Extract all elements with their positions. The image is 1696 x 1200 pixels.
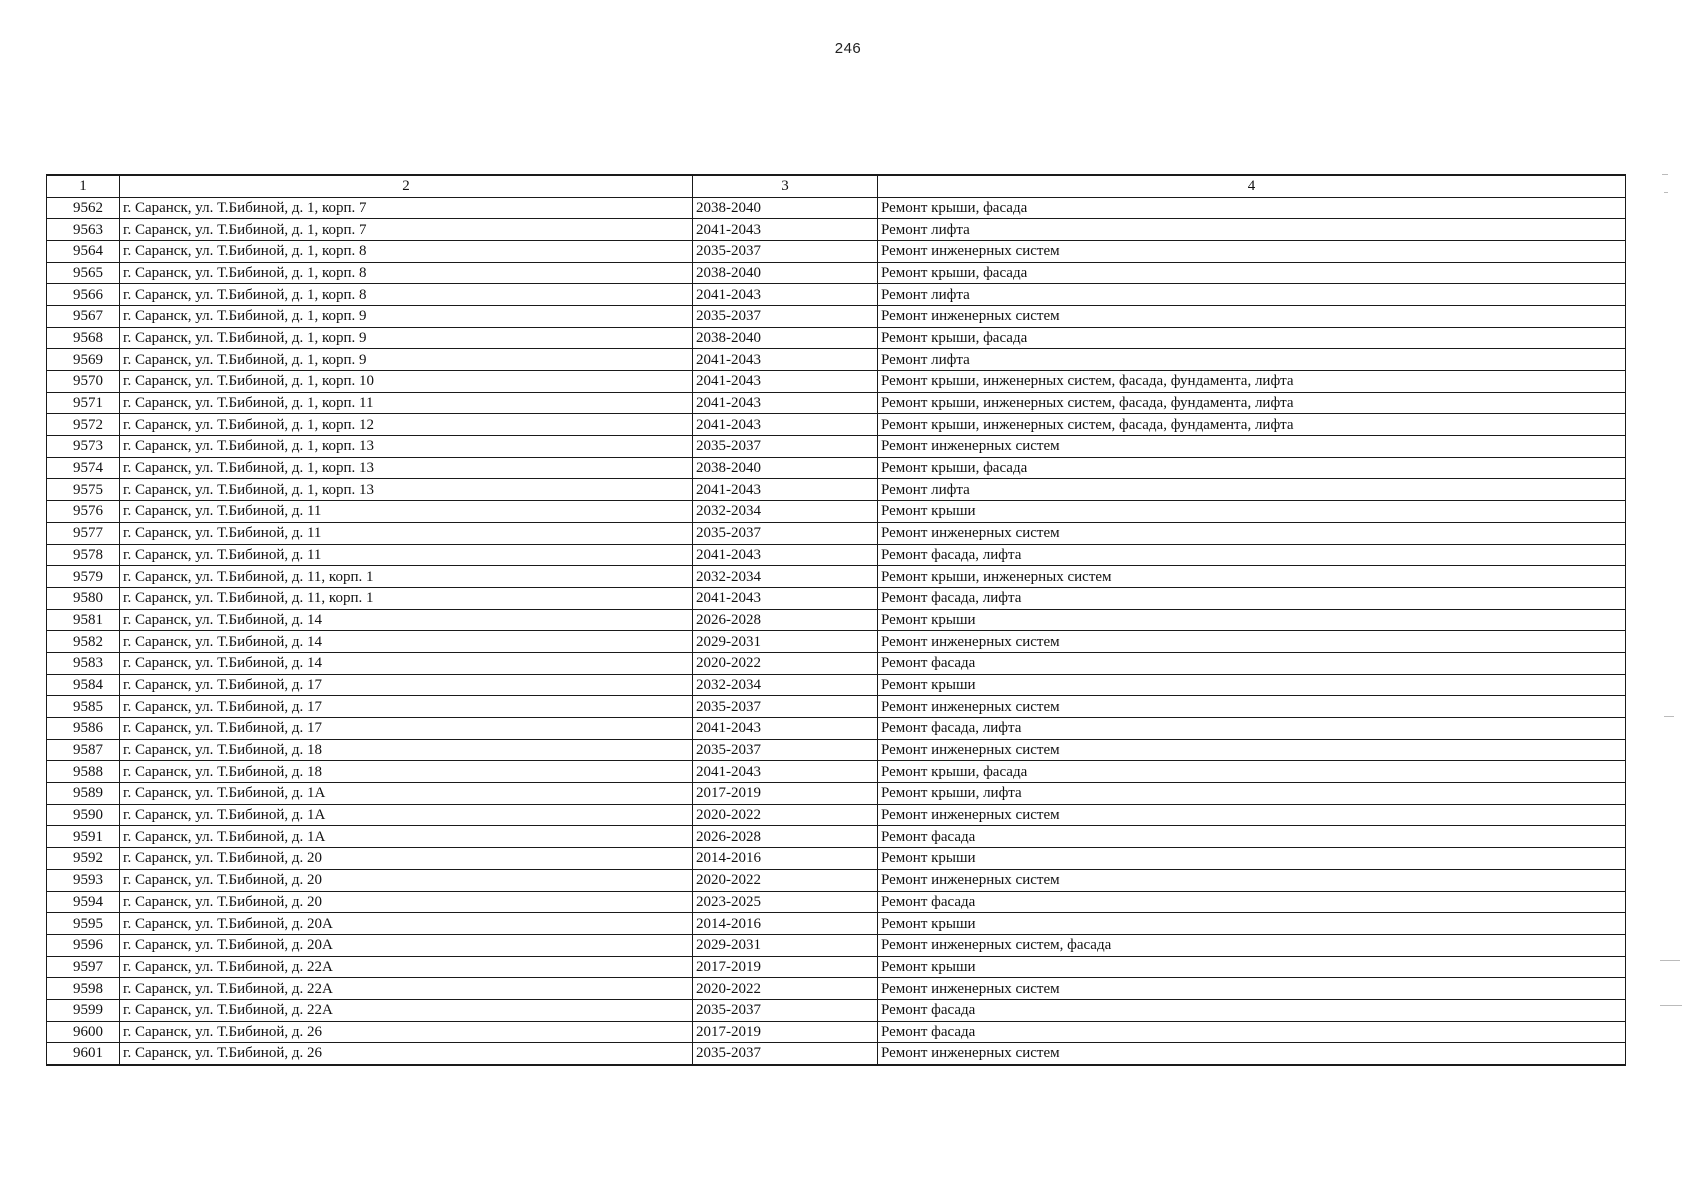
period-cell: 2014-2016: [693, 913, 878, 935]
address-cell: г. Саранск, ул. Т.Бибиной, д. 11, корп. 1: [120, 566, 693, 588]
period-cell: 2035-2037: [693, 305, 878, 327]
table-body: [47, 197, 1626, 1065]
address-cell: г. Саранск, ул. Т.Бибиной, д. 14: [120, 631, 693, 653]
work-type-cell: Ремонт крыши, фасада: [878, 262, 1626, 284]
table-row: [47, 219, 1626, 241]
period-cell: 2041-2043: [693, 371, 878, 393]
column-header-2: 2: [120, 175, 693, 197]
column-header-1: 1: [47, 175, 120, 197]
row-number-cell: 9581: [47, 609, 120, 631]
row-number-cell: 9563: [47, 219, 120, 241]
table-row: [47, 934, 1626, 956]
table-row: [47, 761, 1626, 783]
period-cell: 2026-2028: [693, 826, 878, 848]
address-cell: г. Саранск, ул. Т.Бибиной, д. 1, корп. 7: [120, 197, 693, 219]
row-number-cell: 9584: [47, 674, 120, 696]
table-row: [47, 999, 1626, 1021]
row-number-cell: 9577: [47, 522, 120, 544]
address-cell: г. Саранск, ул. Т.Бибиной, д. 22А: [120, 956, 693, 978]
period-cell: 2017-2019: [693, 783, 878, 805]
period-cell: 2041-2043: [693, 718, 878, 740]
work-type-cell: Ремонт крыши: [878, 956, 1626, 978]
work-type-cell: Ремонт инженерных систем: [878, 696, 1626, 718]
period-cell: 2020-2022: [693, 804, 878, 826]
address-cell: г. Саранск, ул. Т.Бибиной, д. 1А: [120, 826, 693, 848]
address-cell: г. Саранск, ул. Т.Бибиной, д. 20: [120, 848, 693, 870]
table-row: [47, 718, 1626, 740]
row-number-cell: 9597: [47, 956, 120, 978]
table-row: [47, 956, 1626, 978]
period-cell: 2029-2031: [693, 631, 878, 653]
period-cell: 2017-2019: [693, 1021, 878, 1043]
work-type-cell: Ремонт крыши, фасада: [878, 197, 1626, 219]
row-number-cell: 9580: [47, 587, 120, 609]
row-number-cell: 9567: [47, 305, 120, 327]
address-cell: г. Саранск, ул. Т.Бибиной, д. 11: [120, 501, 693, 523]
address-cell: г. Саранск, ул. Т.Бибиной, д. 17: [120, 696, 693, 718]
period-cell: 2035-2037: [693, 739, 878, 761]
period-cell: 2041-2043: [693, 349, 878, 371]
table-row: [47, 696, 1626, 718]
period-cell: 2035-2037: [693, 1043, 878, 1065]
row-number-cell: 9578: [47, 544, 120, 566]
row-number-cell: 9562: [47, 197, 120, 219]
address-cell: г. Саранск, ул. Т.Бибиной, д. 14: [120, 652, 693, 674]
table-row: [47, 804, 1626, 826]
work-type-cell: Ремонт инженерных систем: [878, 240, 1626, 262]
address-cell: г. Саранск, ул. Т.Бибиной, д. 18: [120, 761, 693, 783]
address-cell: г. Саранск, ул. Т.Бибиной, д. 1, корп. 13: [120, 479, 693, 501]
row-number-cell: 9579: [47, 566, 120, 588]
table-row: [47, 197, 1626, 219]
period-cell: 2032-2034: [693, 566, 878, 588]
period-cell: 2014-2016: [693, 848, 878, 870]
table-row: [47, 501, 1626, 523]
scan-mark: [1660, 960, 1680, 961]
period-cell: 2029-2031: [693, 934, 878, 956]
address-cell: г. Саранск, ул. Т.Бибиной, д. 1, корп. 9: [120, 305, 693, 327]
row-number-cell: 9586: [47, 718, 120, 740]
work-type-cell: Ремонт фасада: [878, 999, 1626, 1021]
period-cell: 2038-2040: [693, 327, 878, 349]
scan-mark: [1664, 716, 1674, 717]
row-number-cell: 9590: [47, 804, 120, 826]
table-row: [47, 284, 1626, 306]
period-cell: 2020-2022: [693, 869, 878, 891]
table-row: [47, 631, 1626, 653]
table-row: [47, 436, 1626, 458]
scan-mark: [1664, 192, 1668, 193]
period-cell: 2041-2043: [693, 414, 878, 436]
address-cell: г. Саранск, ул. Т.Бибиной, д. 1, корп. 8: [120, 240, 693, 262]
row-number-cell: 9568: [47, 327, 120, 349]
period-cell: 2035-2037: [693, 696, 878, 718]
table-row: [47, 587, 1626, 609]
period-cell: 2041-2043: [693, 284, 878, 306]
address-cell: г. Саранск, ул. Т.Бибиной, д. 1, корп. 7: [120, 219, 693, 241]
period-cell: 2041-2043: [693, 761, 878, 783]
period-cell: 2041-2043: [693, 544, 878, 566]
row-number-cell: 9598: [47, 978, 120, 1000]
row-number-cell: 9583: [47, 652, 120, 674]
period-cell: 2041-2043: [693, 392, 878, 414]
work-type-cell: Ремонт инженерных систем: [878, 436, 1626, 458]
address-cell: г. Саранск, ул. Т.Бибиной, д. 22А: [120, 978, 693, 1000]
address-cell: г. Саранск, ул. Т.Бибиной, д. 1, корп. 8: [120, 262, 693, 284]
address-cell: г. Саранск, ул. Т.Бибиной, д. 1, корп. 13: [120, 457, 693, 479]
address-cell: г. Саранск, ул. Т.Бибиной, д. 1А: [120, 783, 693, 805]
row-number-cell: 9565: [47, 262, 120, 284]
page-number: 246: [834, 40, 862, 57]
table-row: [47, 609, 1626, 631]
address-cell: г. Саранск, ул. Т.Бибиной, д. 1А: [120, 804, 693, 826]
period-cell: 2032-2034: [693, 674, 878, 696]
work-type-cell: Ремонт крыши: [878, 848, 1626, 870]
work-type-cell: Ремонт фасада: [878, 652, 1626, 674]
row-number-cell: 9600: [47, 1021, 120, 1043]
column-header-4: 4: [878, 175, 1626, 197]
work-type-cell: Ремонт крыши, фасада: [878, 457, 1626, 479]
work-type-cell: Ремонт крыши, фасада: [878, 327, 1626, 349]
address-cell: г. Саранск, ул. Т.Бибиной, д. 17: [120, 674, 693, 696]
work-type-cell: Ремонт инженерных систем: [878, 869, 1626, 891]
table-row: [47, 848, 1626, 870]
work-type-cell: Ремонт лифта: [878, 479, 1626, 501]
work-type-cell: Ремонт крыши, инженерных систем, фасада, фундамента, лифта: [878, 371, 1626, 393]
work-type-cell: Ремонт инженерных систем: [878, 305, 1626, 327]
table-row: [47, 414, 1626, 436]
table-row: [47, 869, 1626, 891]
table-row: [47, 349, 1626, 371]
work-type-cell: Ремонт лифта: [878, 284, 1626, 306]
table-row: [47, 240, 1626, 262]
period-cell: 2035-2037: [693, 240, 878, 262]
period-cell: 2032-2034: [693, 501, 878, 523]
row-number-cell: 9582: [47, 631, 120, 653]
row-number-cell: 9570: [47, 371, 120, 393]
row-number-cell: 9569: [47, 349, 120, 371]
address-cell: г. Саранск, ул. Т.Бибиной, д. 1, корп. 10: [120, 371, 693, 393]
row-number-cell: 9576: [47, 501, 120, 523]
address-cell: г. Саранск, ул. Т.Бибиной, д. 1, корп. 9: [120, 349, 693, 371]
period-cell: 2026-2028: [693, 609, 878, 631]
work-type-cell: Ремонт лифта: [878, 349, 1626, 371]
period-cell: 2020-2022: [693, 978, 878, 1000]
address-cell: г. Саранск, ул. Т.Бибиной, д. 20А: [120, 913, 693, 935]
row-number-cell: 9592: [47, 848, 120, 870]
work-type-cell: Ремонт фасада: [878, 826, 1626, 848]
work-type-cell: Ремонт фасада, лифта: [878, 544, 1626, 566]
table-row: [47, 826, 1626, 848]
table-row: [47, 783, 1626, 805]
work-type-cell: Ремонт фасада, лифта: [878, 718, 1626, 740]
work-type-cell: Ремонт крыши, лифта: [878, 783, 1626, 805]
row-number-cell: 9585: [47, 696, 120, 718]
work-type-cell: Ремонт крыши, инженерных систем, фасада, фундамента, лифта: [878, 414, 1626, 436]
period-cell: 2038-2040: [693, 197, 878, 219]
work-type-cell: Ремонт крыши: [878, 674, 1626, 696]
table-row: [47, 479, 1626, 501]
address-cell: г. Саранск, ул. Т.Бибиной, д. 1, корп. 12: [120, 414, 693, 436]
address-cell: г. Саранск, ул. Т.Бибиной, д. 1, корп. 8: [120, 284, 693, 306]
row-number-cell: 9573: [47, 436, 120, 458]
table-row: [47, 566, 1626, 588]
column-header-3: 3: [693, 175, 878, 197]
table-row: [47, 305, 1626, 327]
work-type-cell: Ремонт инженерных систем, фасада: [878, 934, 1626, 956]
work-type-cell: Ремонт фасада, лифта: [878, 587, 1626, 609]
row-number-cell: 9571: [47, 392, 120, 414]
work-type-cell: Ремонт крыши: [878, 501, 1626, 523]
period-cell: 2035-2037: [693, 436, 878, 458]
row-number-cell: 9572: [47, 414, 120, 436]
work-type-cell: Ремонт инженерных систем: [878, 739, 1626, 761]
address-cell: г. Саранск, ул. Т.Бибиной, д. 26: [120, 1021, 693, 1043]
period-cell: 2020-2022: [693, 652, 878, 674]
row-number-cell: 9593: [47, 869, 120, 891]
period-cell: 2035-2037: [693, 522, 878, 544]
work-type-cell: Ремонт крыши: [878, 609, 1626, 631]
table-header-row: [47, 175, 1626, 197]
table-row: [47, 913, 1626, 935]
address-cell: г. Саранск, ул. Т.Бибиной, д. 18: [120, 739, 693, 761]
address-cell: г. Саранск, ул. Т.Бибиной, д. 20: [120, 891, 693, 913]
scan-mark: [1660, 1005, 1682, 1006]
table-row: [47, 371, 1626, 393]
address-cell: г. Саранск, ул. Т.Бибиной, д. 20: [120, 869, 693, 891]
row-number-cell: 9591: [47, 826, 120, 848]
table-row: [47, 652, 1626, 674]
table-row: [47, 1021, 1626, 1043]
address-cell: г. Саранск, ул. Т.Бибиной, д. 11: [120, 522, 693, 544]
row-number-cell: 9588: [47, 761, 120, 783]
address-cell: г. Саранск, ул. Т.Бибиной, д. 14: [120, 609, 693, 631]
address-cell: г. Саранск, ул. Т.Бибиной, д. 26: [120, 1043, 693, 1065]
work-type-cell: Ремонт инженерных систем: [878, 978, 1626, 1000]
row-number-cell: 9574: [47, 457, 120, 479]
period-cell: 2041-2043: [693, 587, 878, 609]
scan-mark: [1662, 174, 1668, 175]
table-row: [47, 674, 1626, 696]
table-row: [47, 1043, 1626, 1065]
period-cell: 2038-2040: [693, 262, 878, 284]
work-type-cell: Ремонт инженерных систем: [878, 631, 1626, 653]
work-type-cell: Ремонт фасада: [878, 891, 1626, 913]
table-row: [47, 739, 1626, 761]
work-type-cell: Ремонт крыши, инженерных систем, фасада, фундамента, лифта: [878, 392, 1626, 414]
table-row: [47, 457, 1626, 479]
address-cell: г. Саранск, ул. Т.Бибиной, д. 20А: [120, 934, 693, 956]
table-row: [47, 327, 1626, 349]
row-number-cell: 9587: [47, 739, 120, 761]
address-cell: г. Саранск, ул. Т.Бибиной, д. 11: [120, 544, 693, 566]
row-number-cell: 9575: [47, 479, 120, 501]
table-row: [47, 978, 1626, 1000]
work-type-cell: Ремонт крыши, фасада: [878, 761, 1626, 783]
work-type-cell: Ремонт лифта: [878, 219, 1626, 241]
work-type-cell: Ремонт инженерных систем: [878, 804, 1626, 826]
table-row: [47, 262, 1626, 284]
repair-schedule-table: [46, 174, 1626, 1066]
table-row: [47, 392, 1626, 414]
address-cell: г. Саранск, ул. Т.Бибиной, д. 1, корп. 11: [120, 392, 693, 414]
row-number-cell: 9595: [47, 913, 120, 935]
table-row: [47, 544, 1626, 566]
work-type-cell: Ремонт фасада: [878, 1021, 1626, 1043]
work-type-cell: Ремонт инженерных систем: [878, 522, 1626, 544]
row-number-cell: 9566: [47, 284, 120, 306]
period-cell: 2035-2037: [693, 999, 878, 1021]
period-cell: 2017-2019: [693, 956, 878, 978]
address-cell: г. Саранск, ул. Т.Бибиной, д. 11, корп. 1: [120, 587, 693, 609]
period-cell: 2041-2043: [693, 479, 878, 501]
row-number-cell: 9596: [47, 934, 120, 956]
row-number-cell: 9601: [47, 1043, 120, 1065]
period-cell: 2041-2043: [693, 219, 878, 241]
table-row: [47, 891, 1626, 913]
work-type-cell: Ремонт крыши, инженерных систем: [878, 566, 1626, 588]
row-number-cell: 9564: [47, 240, 120, 262]
work-type-cell: Ремонт инженерных систем: [878, 1043, 1626, 1065]
address-cell: г. Саранск, ул. Т.Бибиной, д. 1, корп. 13: [120, 436, 693, 458]
work-type-cell: Ремонт крыши: [878, 913, 1626, 935]
address-cell: г. Саранск, ул. Т.Бибиной, д. 17: [120, 718, 693, 740]
address-cell: г. Саранск, ул. Т.Бибиной, д. 1, корп. 9: [120, 327, 693, 349]
row-number-cell: 9599: [47, 999, 120, 1021]
period-cell: 2023-2025: [693, 891, 878, 913]
table-row: [47, 522, 1626, 544]
address-cell: г. Саранск, ул. Т.Бибиной, д. 22А: [120, 999, 693, 1021]
row-number-cell: 9594: [47, 891, 120, 913]
period-cell: 2038-2040: [693, 457, 878, 479]
row-number-cell: 9589: [47, 783, 120, 805]
